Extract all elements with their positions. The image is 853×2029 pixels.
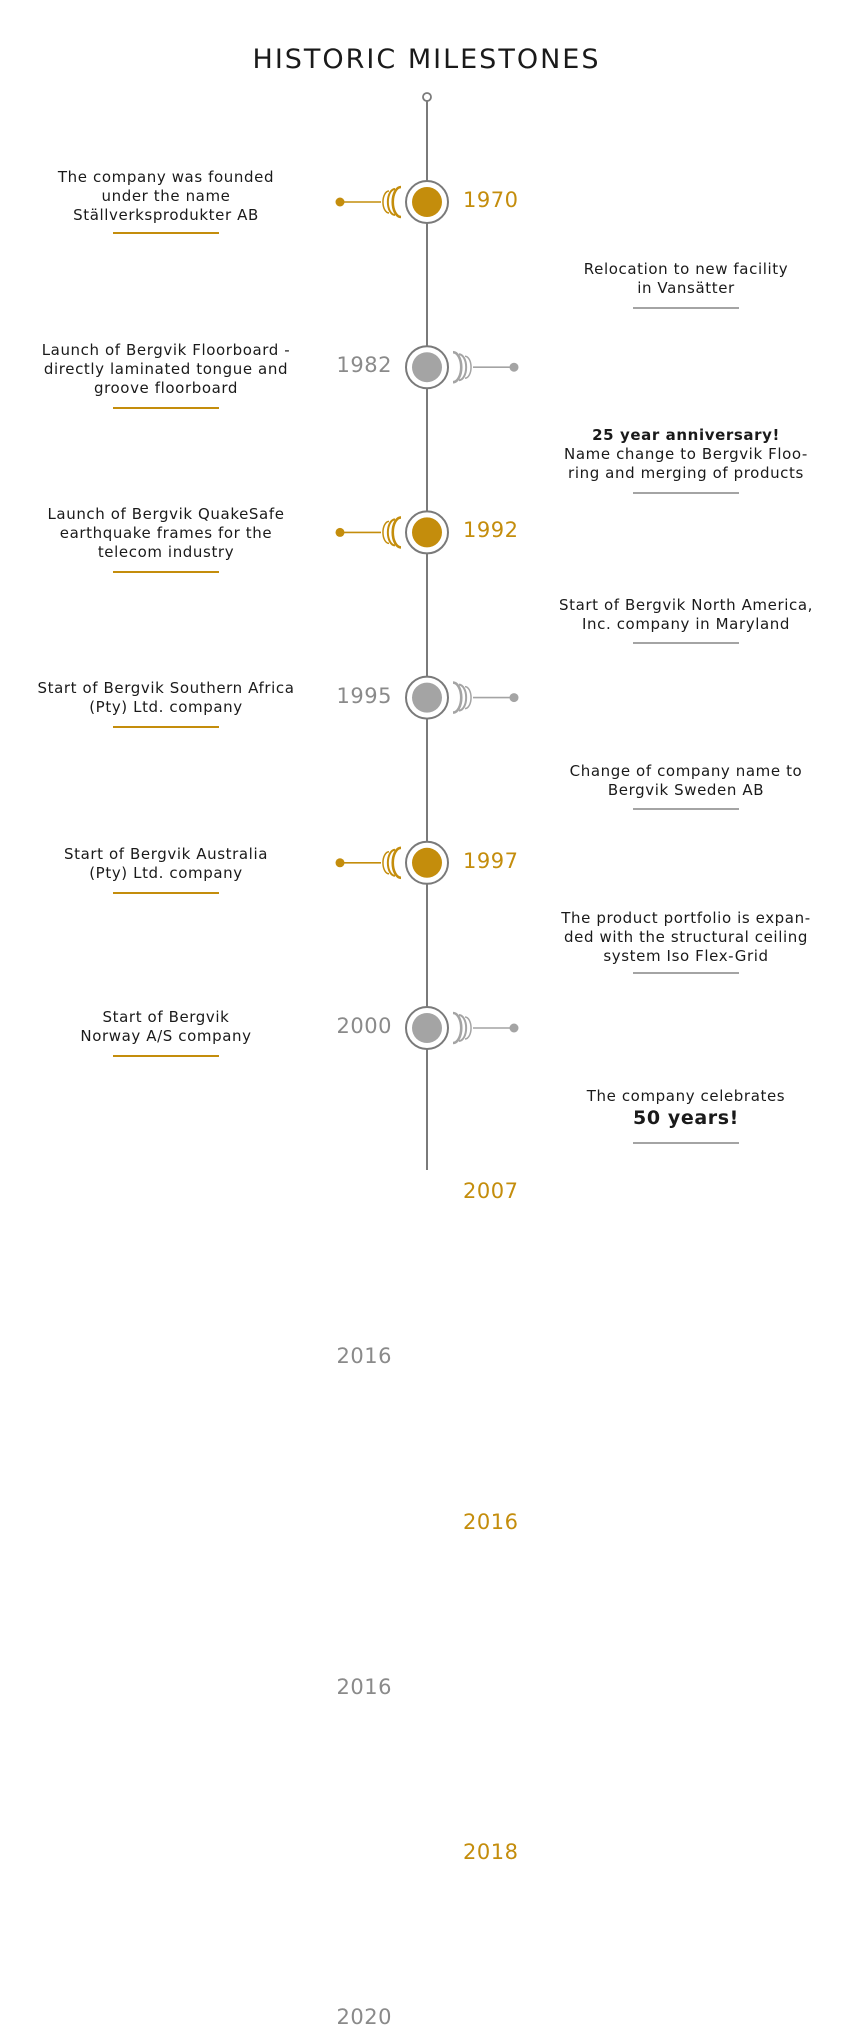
wave-arc-icon [393, 848, 401, 878]
milestone-text-line: The company celebrates [586, 1087, 786, 1105]
milestone-year: 2016 [336, 1344, 392, 1369]
milestone-node-dot [412, 517, 442, 547]
milestone-text-line: in Vansätter [637, 279, 735, 297]
milestone-text-line: Start of Bergvik [102, 1008, 230, 1026]
milestone-text-line: Launch of Bergvik Floorboard - [41, 341, 291, 359]
milestone-description [16, 505, 316, 562]
milestone-text-line: The company was founded [57, 168, 275, 186]
milestone-text-line: directly laminated tongue and [43, 360, 289, 378]
milestone-marker [336, 842, 449, 884]
wave-arc-icon [453, 352, 461, 382]
milestone-description [536, 596, 836, 634]
milestone-text-line: Norway A/S company [80, 1027, 252, 1045]
milestone-text-line: Ställverksprodukter AB [73, 206, 259, 224]
milestone-text-line: Start of Bergvik Australia [63, 845, 269, 863]
page-title: HISTORIC MILESTONES [252, 44, 601, 75]
milestone-text-line: under the name [101, 187, 231, 205]
milestone-text-line: ring and merging of products [568, 464, 804, 482]
milestone-underline [633, 492, 739, 494]
milestone-underline [113, 232, 219, 234]
milestone-description [536, 260, 836, 298]
milestone-underline [633, 307, 739, 309]
milestone-node-dot [412, 1013, 442, 1043]
milestone-marker [406, 677, 519, 719]
wave-arc-icon [393, 517, 401, 547]
connector-end-dot [336, 198, 345, 207]
milestone-description [536, 1087, 836, 1130]
milestone-text-line: Relocation to new facility [583, 260, 789, 278]
connector-end-dot [510, 363, 519, 372]
milestone-year: 1992 [463, 518, 519, 543]
milestone-marker [406, 1007, 519, 1049]
wave-arc-icon [453, 1013, 461, 1043]
wave-arc-icon [453, 683, 461, 713]
timeline-start-dot [423, 93, 431, 101]
milestone-year: 1982 [336, 353, 392, 378]
wave-arc-icon [393, 187, 401, 217]
milestone-description [16, 341, 316, 398]
milestone-year: 2000 [336, 1014, 392, 1038]
milestone-text-line: Bergvik Sweden AB [607, 781, 765, 799]
milestone-text-line: groove floorboard [93, 379, 239, 397]
milestone-node-dot [412, 848, 442, 878]
milestone-description [16, 168, 316, 225]
milestone-description [16, 845, 316, 883]
milestone-marker [336, 181, 449, 223]
milestone-underline [113, 407, 219, 409]
milestone-text-line: earthquake frames for the [59, 524, 273, 542]
connector-end-dot [510, 693, 519, 702]
milestone-underline [113, 726, 219, 728]
milestone-marker [336, 511, 449, 553]
milestone-year: 2020 [336, 2005, 392, 2029]
milestone-underline [633, 1142, 739, 1144]
milestone-underline [633, 808, 739, 810]
milestone-text-line: system Iso Flex-Grid [603, 947, 769, 965]
milestone-text-line: (Pty) Ltd. company [89, 698, 243, 716]
milestone-text-line: Name change to Bergvik Floo- [564, 445, 808, 463]
milestone-year: 2007 [463, 1179, 519, 1204]
connector-end-dot [510, 1024, 519, 1033]
milestone-text-line: The product portfolio is expan- [561, 909, 811, 927]
milestone-year: 1995 [336, 683, 392, 708]
milestone-description [536, 762, 836, 800]
milestone-description [16, 679, 316, 717]
milestone-text-line: Start of Bergvik North America, [558, 596, 814, 614]
milestone-underline [113, 892, 219, 894]
milestone-text-line: ded with the structural ceiling [564, 928, 808, 946]
milestone-underline [633, 972, 739, 974]
milestone-node-dot [412, 187, 442, 217]
connector-end-dot [336, 528, 345, 537]
milestone-year: 1970 [463, 188, 519, 212]
milestone-text-line: Inc. company in Maryland [581, 615, 791, 633]
milestone-underline [633, 642, 739, 644]
connector-end-dot [336, 858, 345, 867]
milestone-node-dot [412, 352, 442, 382]
milestone-heading: 25 year anniversary! [592, 426, 780, 444]
milestone-emphasis: 50 years! [633, 1107, 739, 1129]
milestone-underline [113, 1055, 219, 1057]
milestone-text-line: Change of company name to [569, 762, 803, 780]
milestone-year: 2016 [336, 1674, 392, 1699]
milestone-description [536, 426, 836, 483]
milestone-underline [113, 571, 219, 573]
milestone-description [16, 1008, 316, 1046]
milestone-text-line: (Pty) Ltd. company [89, 864, 243, 882]
milestone-description [536, 909, 836, 966]
milestone-year: 1997 [463, 848, 519, 873]
milestone-text-line: Launch of Bergvik QuakeSafe [47, 505, 285, 523]
milestone-text-line: Start of Bergvik Southern Africa [37, 679, 295, 697]
milestone-year: 2018 [463, 1840, 519, 1864]
milestone-marker [406, 346, 519, 388]
milestone-year: 2016 [463, 1509, 519, 1534]
milestone-text-line: telecom industry [97, 543, 235, 561]
milestone-node-dot [412, 683, 442, 713]
